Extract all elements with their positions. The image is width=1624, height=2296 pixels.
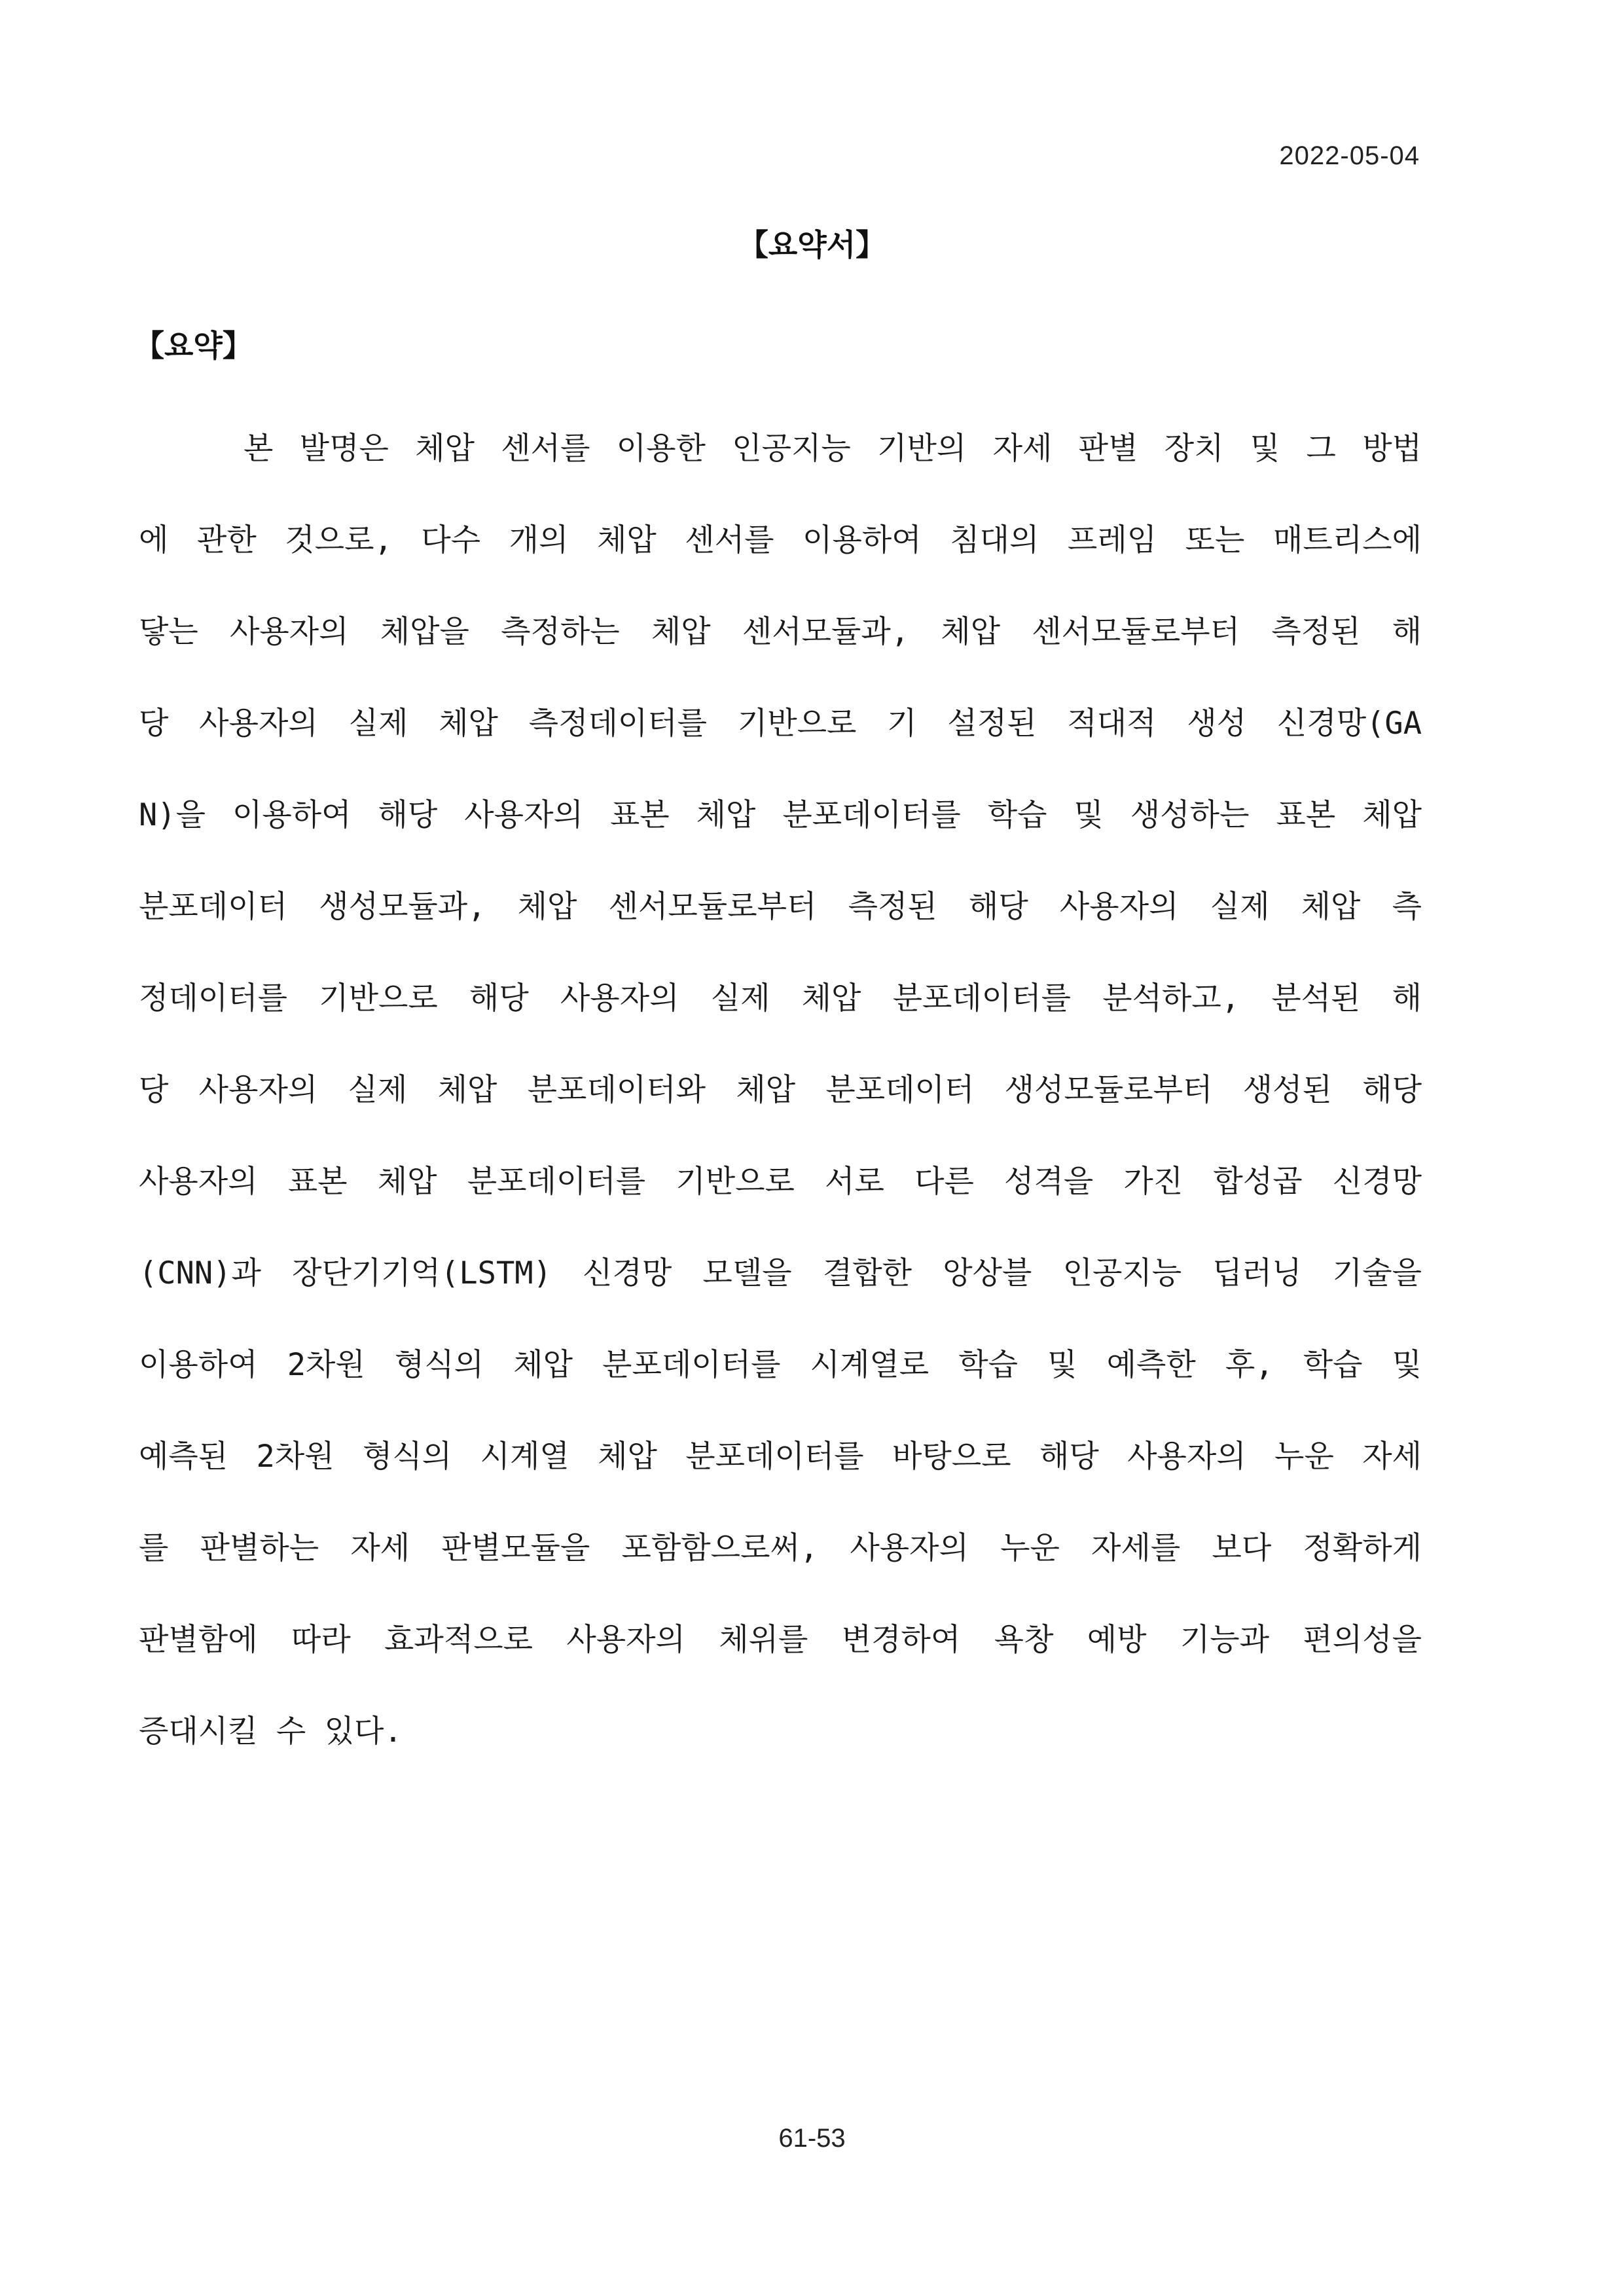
abstract-line: 분포데이터 생성모듈과, 체압 센서모듈로부터 측정된 해당 사용자의 실제 체압 측 <box>139 889 1422 925</box>
abstract-line: 당 사용자의 실제 체압 측정데이터를 기반으로 기 설정된 적대적 생성 신경망(GA <box>139 706 1422 742</box>
abstract-line: 판별함에 따라 효과적으로 사용자의 체위를 변경하여 욕창 예방 기능과 편의성을 <box>139 1622 1422 1658</box>
document-date: 2022-05-04 <box>1279 141 1420 170</box>
abstract-line: 증대시킬 수 있다. <box>139 1713 403 1749</box>
abstract-line: 에 관한 것으로, 다수 개의 체압 센서를 이용하여 침대의 프레임 또는 매트리스에 <box>139 522 1422 558</box>
abstract-line: 정데이터를 기반으로 해당 사용자의 실제 체압 분포데이터를 분석하고, 분석된 해 <box>139 980 1422 1016</box>
page-number: 61-53 <box>778 2124 846 2153</box>
abstract-line: 예측된 2차원 형식의 시계열 체압 분포데이터를 바탕으로 해당 사용자의 누운 자세 <box>139 1439 1422 1475</box>
abstract-line: 를 판별하는 자세 판별모듈을 포함함으로써, 사용자의 누운 자세를 보다 정확하게 <box>139 1530 1422 1566</box>
abstract-line: 이용하여 2차원 형식의 체압 분포데이터를 시계열로 학습 및 예측한 후, 학습 및 <box>139 1347 1422 1383</box>
abstract-body <box>139 423 1422 1797</box>
abstract-line: N)을 이용하여 해당 사용자의 표본 체압 분포데이터를 학습 및 생성하는 표본 체압 <box>139 797 1422 833</box>
abstract-line: 본 발명은 체압 센서를 이용한 인공지능 기반의 자세 판별 장치 및 그 방법 <box>244 431 1422 467</box>
abstract-line: 당 사용자의 실제 체압 분포데이터와 체압 분포데이터 생성모듈로부터 생성된 해당 <box>139 1072 1422 1108</box>
abstract-line: (CNN)과 장단기기억(LSTM) 신경망 모델을 결합한 앙상블 인공지능 딥러닝 기술을 <box>139 1255 1422 1291</box>
abstract-line: 닿는 사용자의 체압을 측정하는 체압 센서모듈과, 체압 센서모듈로부터 측정된 해 <box>139 614 1422 650</box>
section-title: 【요약】 <box>134 328 253 363</box>
document-title: 【요약서】 <box>738 227 886 262</box>
abstract-line: 사용자의 표본 체압 분포데이터를 기반으로 서로 다른 성격을 가진 합성곱 신경망 <box>139 1164 1422 1200</box>
